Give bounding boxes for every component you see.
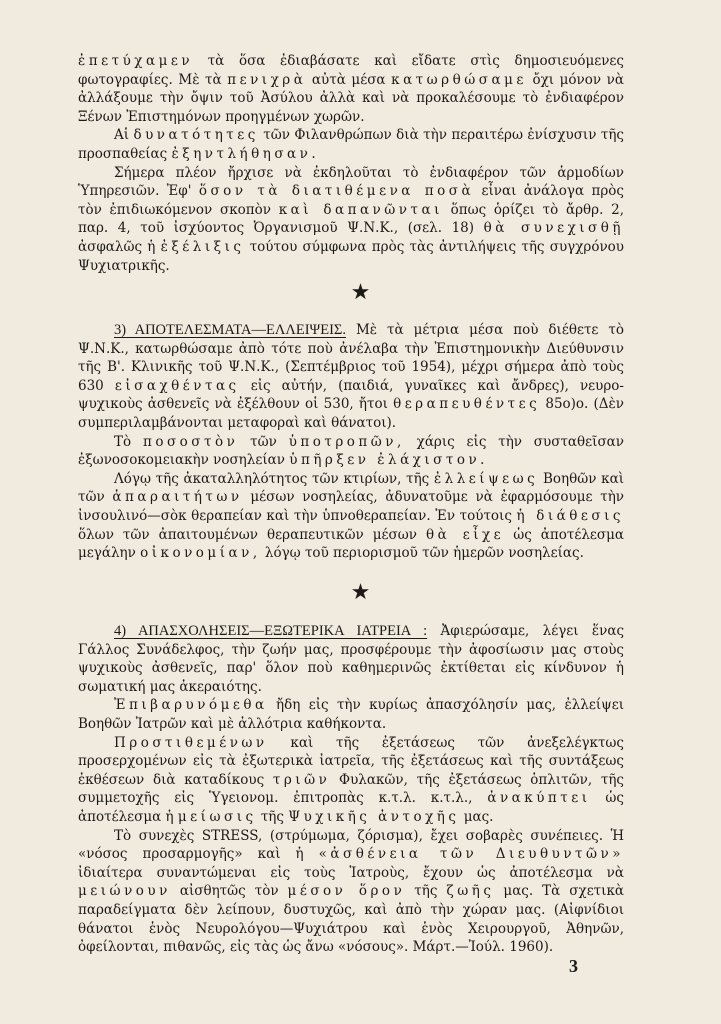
- section-4-paragraph-2: Ἐπιβαρυνόμεθα ἤδη εἰς τὴν κυρίως ἀπασχόλησίν μας, ἐλλείψει Βοηθῶν Ἰατρῶν καὶ μὲ ἀλλότρια καθήκοντα.: [78, 697, 624, 732]
- section-4-paragraph-1: 4) ΑΠΑΣΧΟΛΗΣΕΙΣ—ΕΞΩΤΕΡΙΚΑ ΙΑΤΡΕΙΑ : Ἀφιερώσαμε, λέγει ἕνας Γάλλος Συνάδελφος, τὴν ζωήν μας, προσφέρουμε τὴν ἀφοσίωσιν μας στοὺς ψυχικοὺς ἀσθενεῖς, παρ' ὅλον ποὺ καθημερινῶς ἐκτίθεται εἰς κίνδυνον ἡ σωματική μας ἀκεραιότης.: [78, 623, 625, 695]
- intro-paragraph-3: Σήμερα πλέον ἤρχισε νὰ ἐκδηλοῦται τὸ ἐνδιαφέρον τῶν ἁρμοδίων Ὑπηρεσιῶν. Ἐφ' ὅσον τὰ διατιθέμενα ποσὰ εἶναι ἀνάλογα πρὸς τὸν ἐπιδιωκόμενον σκοπὸν καὶ δαπανῶνται ὅπως ὁρίζει τὸ ἄρθρ. 2, παρ. 4, τοῦ ἰσχύοντος Ὀργανισμοῦ Ψ.Ν.Κ., (σελ. 18) θὰ συνεχισθῇ ἀσφαλῶς ἡ ἐξέλιξις τούτου σύμφωνα πρὸς τὰς ἀντιλήψεις τῆς συγχρόνου Ψυχιατρικῆς.: [78, 164, 624, 274]
- section-4-heading: 4) ΑΠΑΣΧΟΛΗΣΕΙΣ—ΕΞΩΤΕΡΙΚΑ ΙΑΤΡΕΙΑ :: [114, 623, 428, 639]
- intro-paragraph-1: ἐπετύχαμεν τὰ ὅσα ἐδιαβάσατε καὶ εἴδατε στὶς δημοσιευόμενες φωτογραφίες. Μὲ τὰ πενιχρὰ αὐτὰ μέσα κατωρθώσαμε ὄχι μόνον νὰ ἀλλάξουμε τὴν ὄψιν τοῦ Ἀσύλου ἀλλὰ καὶ νὰ προκαλέσουμε τὸ ἐνδιαφέρον Ξένων Ἐπιστημόνων προηγμένων χωρῶν.: [78, 53, 625, 125]
- star-divider-1: ★: [350, 280, 371, 305]
- section-3-paragraph-1: 3) ΑΠΟΤΕΛΕΣΜΑΤΑ—ΕΛΛΕΙΨΕΙΣ. Μὲ τὰ μέτρια μέσα ποὺ διέθετε τὸ Ψ.Ν.Κ., κατωρθώσαμε ἀπὸ τότε ποὺ ἀνέλαβα τὴν Ἐπιστημονικὴν Διεύθυνσιν τῆς Β'. Κλινικῆς τοῦ Ψ.Ν.Κ., (Σεπτέμβριος τοῦ 1954), μέχρι σήμερα ἀπὸ τοὺς 630 εἰσαχθέντας εἰς αὐτήν, (παιδιά, γυναῖκες καὶ ἄνδρες), νευρο-ψυχικοὺς ἀσθενεῖς νὰ ἐξέλθουν οἱ 530, ἤτοι θεραπευθέντες 85ο)ο. (Δὲν συμπεριλαμβάνονται μεταφοραὶ καὶ θάνατοι).: [78, 322, 624, 431]
- section-4-paragraph-4: Τὸ συνεχὲς STRESS, (στρύμωμα, ζόρισμα), ἔχει σοβαρὲς συνέπειες. Ἡ «νόσος προσαρμογῆς» καὶ ἡ «ἀσθένεια τῶν Διευθυντῶν» ἰδιαίτερα συναντώμεναι εἰς τοὺς Ἰατροὺς, ἔχουν ὡς ἀποτέλεσμα νὰ μειώνουν αἰσθητῶς τὸν μέσον ὅρον τῆς ζωῆς μας. Τὰ σχετικὰ παραδείγματα δὲν λείπουν, δυστυχῶς, καὶ ἀπὸ τὴν χώραν μας. (Αἰφνίδιοι θάνατοι ἑνὸς Νευρολόγου—Ψυχιάτρου καὶ ἑνὸς Χειρουργοῦ, Ἀθηνῶν, ὀφείλονται, πιθανῶς, εἰς τὰς ὡς ἄνω «νόσους». Μάρτ.—Ἰούλ. 1960).: [78, 827, 624, 956]
- intro-section: [78, 52, 624, 275]
- section-3: [78, 321, 624, 563]
- section-4: [78, 622, 624, 957]
- page-number: 3: [569, 956, 578, 976]
- section-3-heading: 3) ΑΠΟΤΕΛΕΣΜΑΤΑ—ΕΛΛΕΙΨΕΙΣ.: [114, 322, 346, 338]
- intro-paragraph-2: Αἱ δυνατότητες τῶν Φιλανθρώπων διὰ τὴν περαιτέρω ἐνίσχυσιν τῆς προσπαθείας ἐξηντλήθησαν.: [78, 127, 624, 162]
- section-3-paragraph-2: Τὸ ποσοστὸν τῶν ὑποτροπῶν, χάρις εἰς τὴν συσταθεῖσαν ἐξωνοσοκομειακὴν νοσηλείαν ὑπῆρξεν ἐλάχιστον.: [78, 433, 624, 469]
- star-divider-2: ★: [350, 580, 371, 605]
- section-3-paragraph-3: Λόγῳ τῆς ἀκαταλληλότητος τῶν κτιρίων, τῆς ἐλλείψεως Βοηθῶν καὶ τῶν ἀπαραιτήτων μέσων νοσηλείας, ἀδυνατοῦμε νὰ ἐφαρμόσουμε τὴν ἰνσουλινό—σὸκ θεραπείαν καὶ τὴν ὑπνοθεραπείαν. Ἐν τούτοις ἡ διάθεσις ὅλων τῶν ἀπαιτουμένων θεραπευτικῶν μέσων θὰ εἶχε ὡς ἀποτέλεσμα μεγάλην οἰκονομίαν, λόγῳ τοῦ περιορισμοῦ τῶν ἡμερῶν νοσηλείας.: [78, 470, 625, 562]
- section-4-paragraph-3: Προστιθεμένων καὶ τῆς ἐξετάσεως τῶν ἀνεξελέγκτως προσερχομένων εἰς τὰ ἐξωτερικὰ ἰατρεῖα, τῆς ἐξετάσεως καὶ τῆς συντάξεως ἐκθέσεων διὰ καταδίκους τριῶν Φυλακῶν, τῆς ἐξετάσεως ὁπλιτῶν, τῆς συμμετοχῆς εἰς Ὑγειονομ. ἐπιτροπὰς κ.τ.λ. κ.τ.λ., ἀνακύπτει ὡς ἀποτέλεσμα ἡ μείωσις τῆς Ψυχικῆς ἀντοχῆς μας.: [78, 734, 624, 825]
